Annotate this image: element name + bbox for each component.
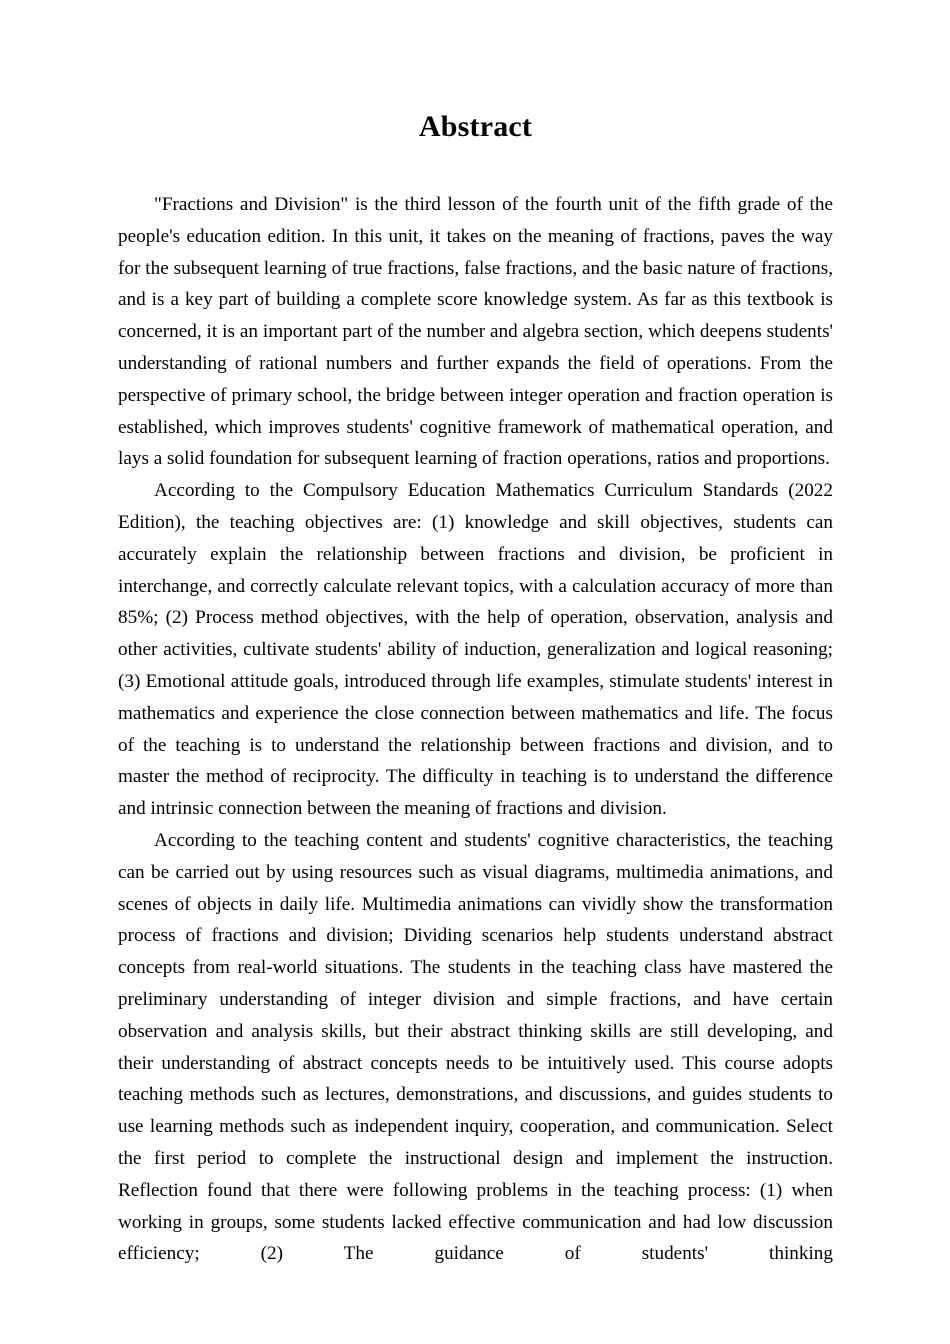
paragraph-1: "Fractions and Division" is the third lesson of the fourth unit of the fifth grade of the people's education edition. In this unit, it takes on the meaning of fractions, paves the way for the subsequent learning of true fractions, false fractions, and the basic nature of fractions, and is a key part of building a complete score knowledge system. As far as this textbook is concerned, it is an important part of the number and algebra section, which deepens students' understanding of rational numbers and further expands the field of operations. From the perspective of primary school, the bridge between integer operation and fraction operation is established, which improves students' cognitive framework of mathematical operation, and lays a solid foundation for subsequent learning of fraction operations, ratios and proportions. (118, 194, 833, 470)
abstract-body (118, 189, 833, 1302)
paragraph-2: According to the Compulsory Education Mathematics Curriculum Standards (2022 Edition), the teaching objectives are: (1) knowledge and skill objectives, students can accurately explain the relationship between fractions and division, be proficient in interchange, and correctly calculate relevant topics, with a calculation accuracy of more than 85%; (2) Process method objectives, with the help of operation, observation, analysis and other activities, cultivate students' ability of induction, generalization and logical reasoning; (3) Emotional attitude goals, introduced through life examples, stimulate students' interest in mathematics and experience the close connection between mathematics and life. The focus of the teaching is to understand the relationship between fractions and division, and to master the method of reciprocity. The difficulty in teaching is to understand the difference and intrinsic connection between the meaning of fractions and division. (118, 480, 833, 820)
paragraph-3: According to the teaching content and students' cognitive characteristics, the teaching can be carried out by using resources such as visual diagrams, multimedia animations, and scenes of objects in daily life. Multimedia animations can vividly show the transformation process of fractions and division; Dividing scenarios help students understand abstract concepts from real-world situations. The students in the teaching class have mastered the preliminary understanding of integer division and simple fractions, and have certain observation and analysis skills, but their abstract thinking skills are still developing, and their understanding of abstract concepts needs to be intuitively used. This course adopts teaching methods such as lectures, demonstrations, and discussions, and guides students to use learning methods such as independent inquiry, cooperation, and communication. Select the first period to complete the instructional design and implement the instruction. Reflection found that there were following problems in the teaching process: (1) when working in groups, some students lacked effective communication and had low discussion efficiency; (2) The guidance of students' thinking (118, 829, 833, 1265)
page-title: Abstract (418, 110, 533, 143)
page-content (118, 0, 833, 1302)
